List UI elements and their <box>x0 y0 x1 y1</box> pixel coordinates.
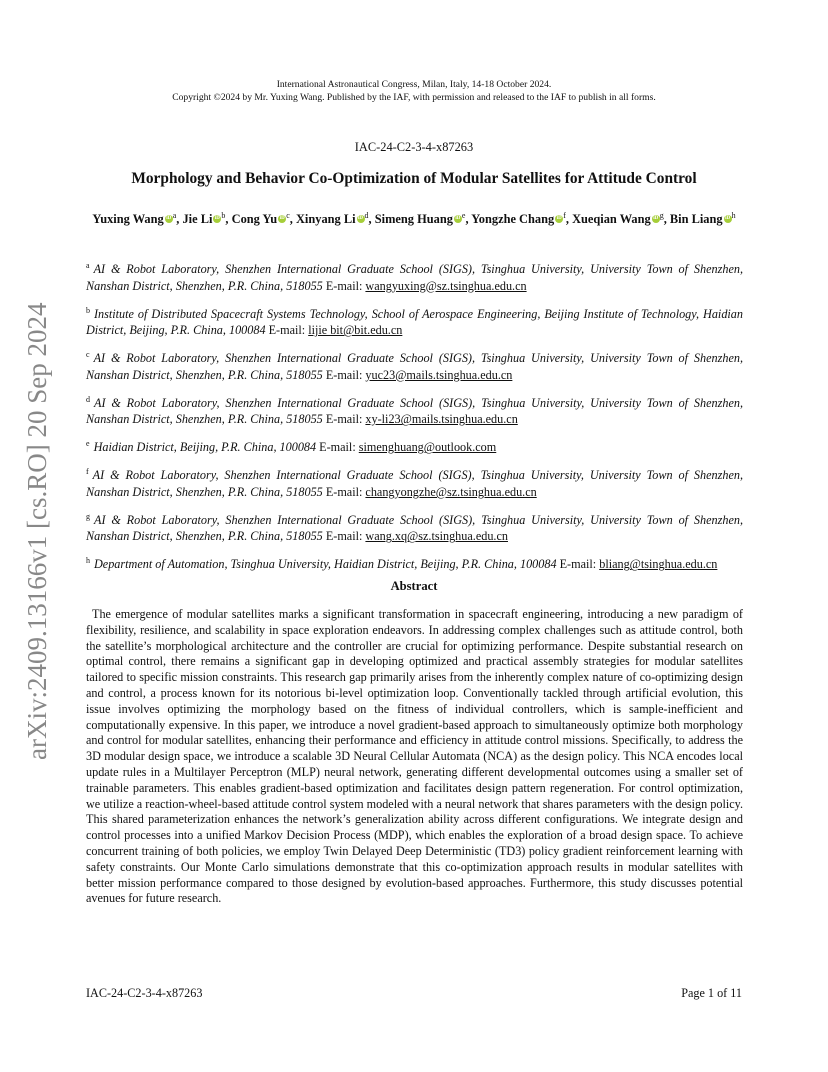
affiliation-text: Institute of Distributed Spacecraft Systems Technology, School of Aerospace Engineering, Beijing Institute of Technology, Haidian District, Beijing, P.R. China, 100084 <box>86 306 743 338</box>
orcid-icon[interactable]: iD <box>166 216 172 221</box>
orcid-icon[interactable]: iD <box>455 216 461 221</box>
author-name: Xueqian Wang <box>572 212 651 226</box>
affiliation-mark: h <box>86 556 90 566</box>
email-link[interactable]: bliang@tsinghua.edu.cn <box>599 557 718 572</box>
affiliation-mark: g <box>86 511 90 521</box>
footer-paper-id: IAC-24-C2-3-4-x87263 <box>86 986 203 1000</box>
copyright-line: Copyright ©2024 by Mr. Yuxing Wang. Published by the IAF, with permission and released to the IAF to publish in all forms. <box>172 92 656 103</box>
abstract-heading: Abstract <box>390 579 438 593</box>
affiliation-mark: e <box>86 439 90 449</box>
email-label: E-mail: <box>325 367 363 382</box>
affiliation-item <box>86 392 743 428</box>
affiliation-text: AI & Robot Laboratory, Shenzhen International Graduate School (SIGS), Tsinghua University, University Town of Shenzhen, Nanshan District, Shenzhen, P.R. China, 518055 <box>86 512 743 544</box>
author-name: Bin Liang <box>669 212 723 226</box>
affiliation-mark: b <box>86 305 90 315</box>
affiliation-text: AI & Robot Laboratory, Shenzhen International Graduate School (SIGS), Tsinghua University, University Town of Shenzhen, Nanshan District, Shenzhen, P.R. China, 518055 <box>86 262 743 293</box>
affiliation-item <box>86 436 743 456</box>
email-label: E-mail: <box>325 529 363 544</box>
affiliation-item <box>86 258 743 294</box>
affiliation-text: AI & Robot Laboratory, Shenzhen International Graduate School (SIGS), Tsinghua University, University Town of Shenzhen, Nanshan District, Shenzhen, P.R. China, 518055 <box>86 468 743 499</box>
email-link[interactable]: simenghuang@outlook.com <box>358 440 497 455</box>
author-name: Jie Li <box>182 212 213 226</box>
orcid-icon[interactable]: iD <box>653 216 659 221</box>
affiliation-mark: c <box>86 350 90 360</box>
email-label: E-mail: <box>268 323 306 338</box>
email-link[interactable]: lijie bit@bit.edu.cn <box>308 323 403 338</box>
author-name: Cong Yu <box>231 212 278 226</box>
affiliation-mark: d <box>86 394 90 404</box>
affiliation-item <box>86 303 743 339</box>
author-name: Xinyang Li <box>295 212 356 226</box>
author-affiliation-mark: h <box>731 211 736 220</box>
affiliation-item <box>86 509 743 545</box>
affiliation-text: AI & Robot Laboratory, Shenzhen International Graduate School (SIGS), Tsinghua University, University Town of Shenzhen, Nanshan District, Shenzhen, P.R. China, 518055 <box>86 351 743 382</box>
orcid-icon[interactable]: iD <box>725 216 731 221</box>
affiliation-item <box>86 553 743 573</box>
affiliation-mark: f <box>86 467 89 477</box>
email-label: E-mail: <box>325 412 363 427</box>
author-affiliation-mark: e <box>461 211 466 220</box>
author-affiliation-mark: c <box>286 211 290 220</box>
author-affiliation-mark: g <box>659 211 664 220</box>
author-affiliation-mark: d <box>364 211 369 220</box>
author-affiliation-mark: f <box>563 211 566 220</box>
email-label: E-mail: <box>325 278 363 293</box>
orcid-icon[interactable]: iD <box>214 216 220 221</box>
affiliation-text: Department of Automation, Tsinghua University, Haidian District, Beijing, P.R. China, 100084 <box>94 557 557 572</box>
footer-page-number: Page 1 of 11 <box>681 986 742 1000</box>
affiliation-item <box>86 347 743 383</box>
conference-line: International Astronautical Congress, Milan, Italy, 14-18 October 2024. <box>276 79 552 90</box>
author-list: Yuxing Wang iD $^a$, Jie Li iD $^b$, Cong Yu iD $^c$, Xinyang Li iD $^d$, Simeng Huang iD $^e$, Yongzhe Chang iD $^f$, Xueqian Wang iD $^g$, Bin Liang iD $^h$ <box>92 211 736 226</box>
orcid-icon[interactable]: iD <box>358 216 364 221</box>
abstract-body: The emergence of modular satellites marks a significant transformation in spacecraft engineering, introducing a new paradigm of flexibility, resilience, and scalability in space exploration endeavors. In addressing complex challenges such as attitude control, both the satellite’s morphological architecture and the controller are crucial for optimizing performance. Despite substantial research on optimal control, there remains a significant gap in developing optimized and practical assembly strategies for modular satellites tailored to specific mission constraints. This research gap primarily arises from the inherently complex nature of co-optimizing design and control, a process known for its notorious bi-level optimization loop. Conventionally tackled through artificial evolution, this issue involves optimizing the morphology based on the fitness of individual controllers, which is sample-inefficient and computationally expensive. In this paper, we introduce a novel gradient-based approach to simultaneously optimize both morphology and control for modular satellites, enhancing their performance and efficiency in attitude control missions. Specifically, to address the 3D modular design space, we introduce a scalable 3D Neural Cellular Automata (NCA) as the design policy. This NCA encodes local update rules in a Multilayer Perceptron (MLP) neural network, generating different developmental outcomes using a smaller set of trainable parameters. This enables gradient-based optimization and facilitates design pattern regeneration. For control optimization, we utilize a reaction-wheel-based attitude control system modeled with a neural network that shares parameters with the design policy. This shared parameterization enhances the network’s generalization ability across different configurations. We integrate design and control processes into a unified Markov Decision Process (MDP), which enables the exploration of a broad design space. To achieve concurrent training of both policies, we employ Twin Delayed Deep Deterministic (TD3) policy gradient reinforcement learning with safety constraints. Our Monte Carlo simulations demonstrate that this co-optimization approach results in modular satellites with better mission performance compared to those designed by evolution-based approaches. Furthermore, this study discusses potential avenues for future research. <box>86 607 743 906</box>
email-label: E-mail: <box>319 440 356 455</box>
affiliation-item <box>86 464 743 500</box>
affiliation-text: Haidian District, Beijing, P.R. China, 100084 <box>93 440 317 455</box>
affiliation-list <box>86 258 743 581</box>
email-link[interactable]: wang.xq@sz.tsinghua.edu.cn <box>365 529 508 544</box>
email-label: E-mail: <box>559 557 597 572</box>
email-label: E-mail: <box>325 484 363 499</box>
email-link[interactable]: xy-li23@mails.tsinghua.edu.cn <box>365 412 518 427</box>
email-link[interactable]: changyongzhe@sz.tsinghua.edu.cn <box>365 484 537 499</box>
arxiv-stamp[interactable]: arXiv:2409.13166v1 [cs.RO] 20 Sep 2024 <box>22 302 52 760</box>
author-name: Yuxing Wang <box>92 212 164 226</box>
author-affiliation-mark: a <box>172 211 177 220</box>
paper-id: IAC-24-C2-3-4-x87263 <box>354 140 474 154</box>
affiliation-text: AI & Robot Laboratory, Shenzhen International Graduate School (SIGS), Tsinghua University, University Town of Shenzhen, Nanshan District, Shenzhen, P.R. China, 518055 <box>86 395 743 427</box>
orcid-icon[interactable]: iD <box>279 216 285 221</box>
author-name: Yongzhe Chang <box>471 212 555 226</box>
email-link[interactable]: yuc23@mails.tsinghua.edu.cn <box>365 367 513 382</box>
author-name: Simeng Huang <box>374 212 453 226</box>
affiliation-mark: a <box>86 261 90 270</box>
author-affiliation-mark: b <box>221 211 226 220</box>
orcid-icon[interactable]: iD <box>556 216 562 221</box>
paper-title: Morphology and Behavior Co-Optimization of Modular Satellites for Attitude Control <box>131 170 697 187</box>
email-link[interactable]: wangyuxing@sz.tsinghua.edu.cn <box>365 278 527 293</box>
